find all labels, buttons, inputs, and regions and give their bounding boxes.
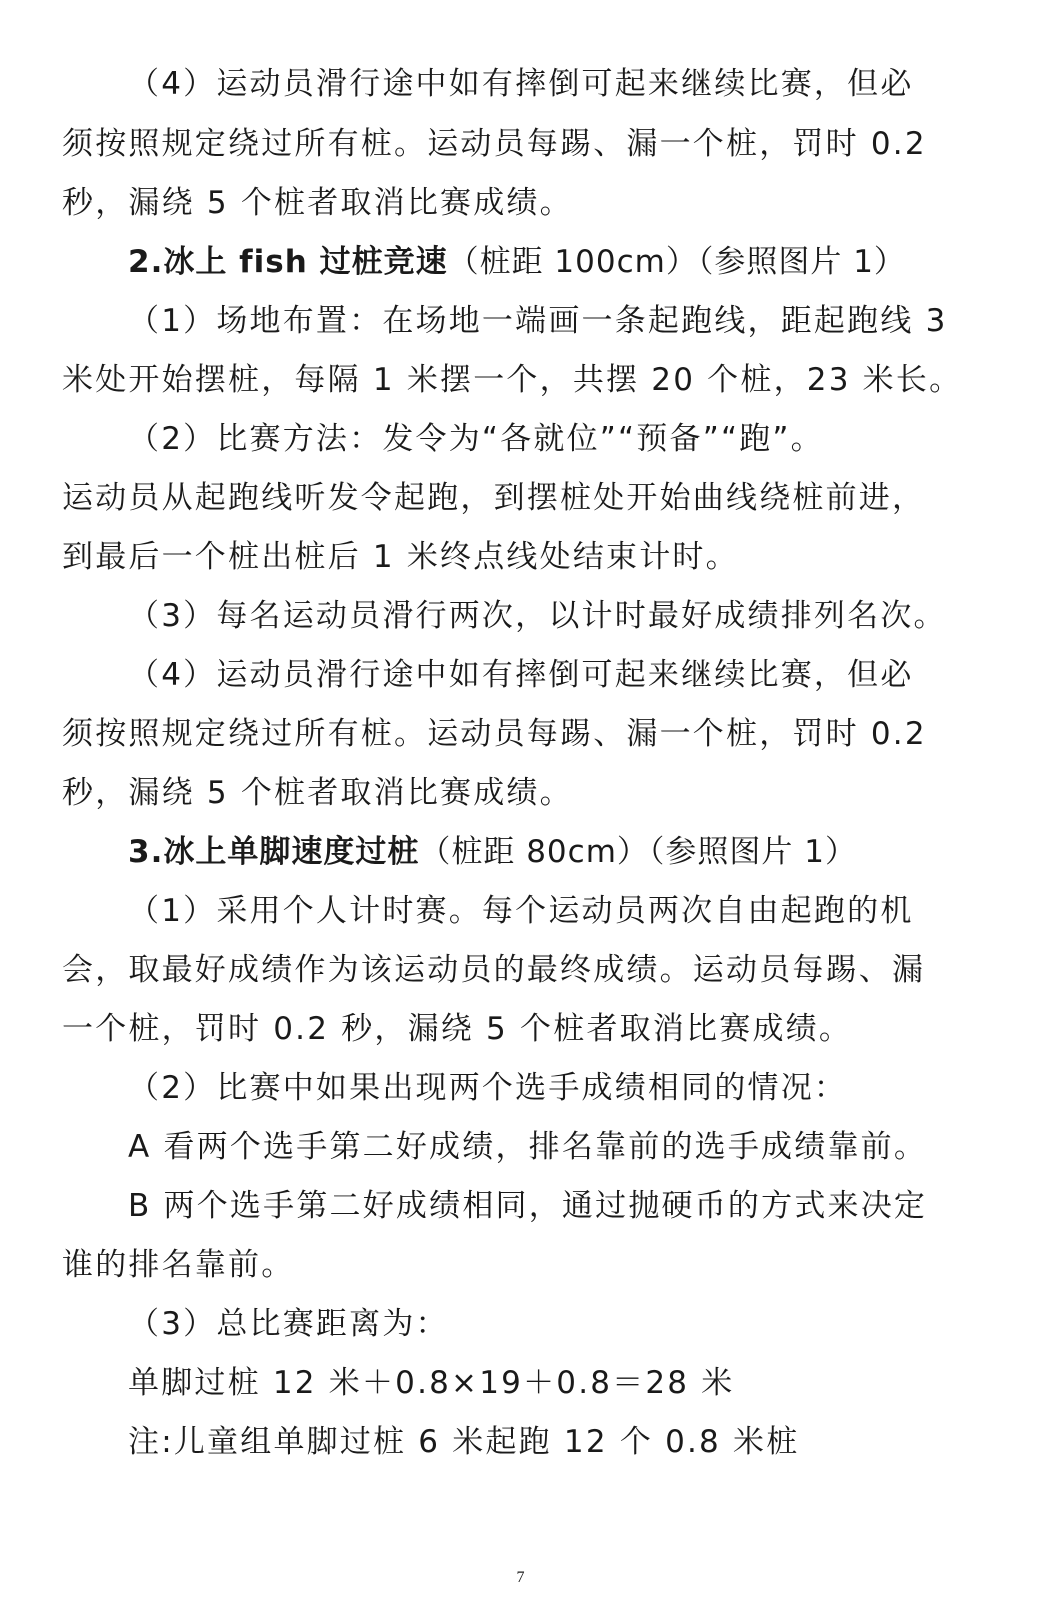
paragraph-line: 运动员从起跑线听发令起跑，到摆桩处开始曲线绕桩前进， — [62, 480, 926, 516]
section-heading-note: （桩距 80cm）（参照图片 1） — [419, 834, 857, 870]
section-heading-2 — [128, 242, 906, 282]
paragraph-line: 须按照规定绕过所有桩。运动员每踢、漏一个桩，罚时 0.2 — [62, 126, 927, 162]
paragraph-line: 米处开始摆桩，每隔 1 米摆一个，共摆 20 个桩，23 米长。 — [62, 362, 963, 398]
paragraph-line: 秒，漏绕 5 个桩者取消比赛成绩。 — [62, 185, 573, 221]
paragraph-line: B 两个选手第二好成绩相同，通过抛硬币的方式来决定 — [128, 1188, 928, 1224]
section-heading-title: 2.冰上 fish 过桩竞速 — [128, 244, 448, 280]
paragraph-line: （4）运动员滑行途中如有摔倒可起来继续比赛，但必 — [128, 66, 914, 102]
paragraph-line: （3）总比赛距离为： — [128, 1306, 449, 1342]
paragraph-line: （3）每名运动员滑行两次，以计时最好成绩排列名次。 — [128, 598, 947, 634]
paragraph-line: （4）运动员滑行途中如有摔倒可起来继续比赛，但必 — [128, 657, 914, 693]
paragraph-line: 会，取最好成绩作为该运动员的最终成绩。运动员每踢、漏 — [62, 952, 926, 988]
paragraph-line: （1）场地布置：在场地一端画一条起跑线，距起跑线 3 — [128, 303, 948, 339]
paragraph-line: 秒，漏绕 5 个桩者取消比赛成绩。 — [62, 775, 573, 811]
paragraph-line: 一个桩，罚时 0.2 秒，漏绕 5 个桩者取消比赛成绩。 — [62, 1011, 853, 1047]
paragraph-line: 到最后一个桩出桩后 1 米终点线处结束计时。 — [62, 539, 739, 575]
paragraph-line: （2）比赛方法：发令为“各就位”“预备”“跑”。 — [128, 421, 824, 457]
note-line: 注:儿童组单脚过桩 6 米起跑 12 个 0.8 米桩 — [128, 1424, 800, 1460]
section-heading-title: 3.冰上单脚速度过桩 — [128, 834, 420, 870]
paragraph-line: A 看两个选手第二好成绩，排名靠前的选手成绩靠前。 — [128, 1129, 928, 1165]
section-heading-3 — [128, 832, 857, 872]
paragraph-line: （2）比赛中如果出现两个选手成绩相同的情况： — [128, 1070, 848, 1106]
paragraph-line: 须按照规定绕过所有桩。运动员每踢、漏一个桩，罚时 0.2 — [62, 716, 927, 752]
paragraph-line: （1）采用个人计时赛。每个运动员两次自由起跑的机 — [128, 893, 914, 929]
page-number: 7 — [516, 1569, 525, 1586]
section-heading-note: （桩距 100cm）（参照图片 1） — [447, 244, 906, 280]
paragraph-line: 谁的排名靠前。 — [62, 1247, 295, 1283]
formula-line: 单脚过桩 12 米＋0.8×19＋0.8＝28 米 — [128, 1365, 735, 1401]
